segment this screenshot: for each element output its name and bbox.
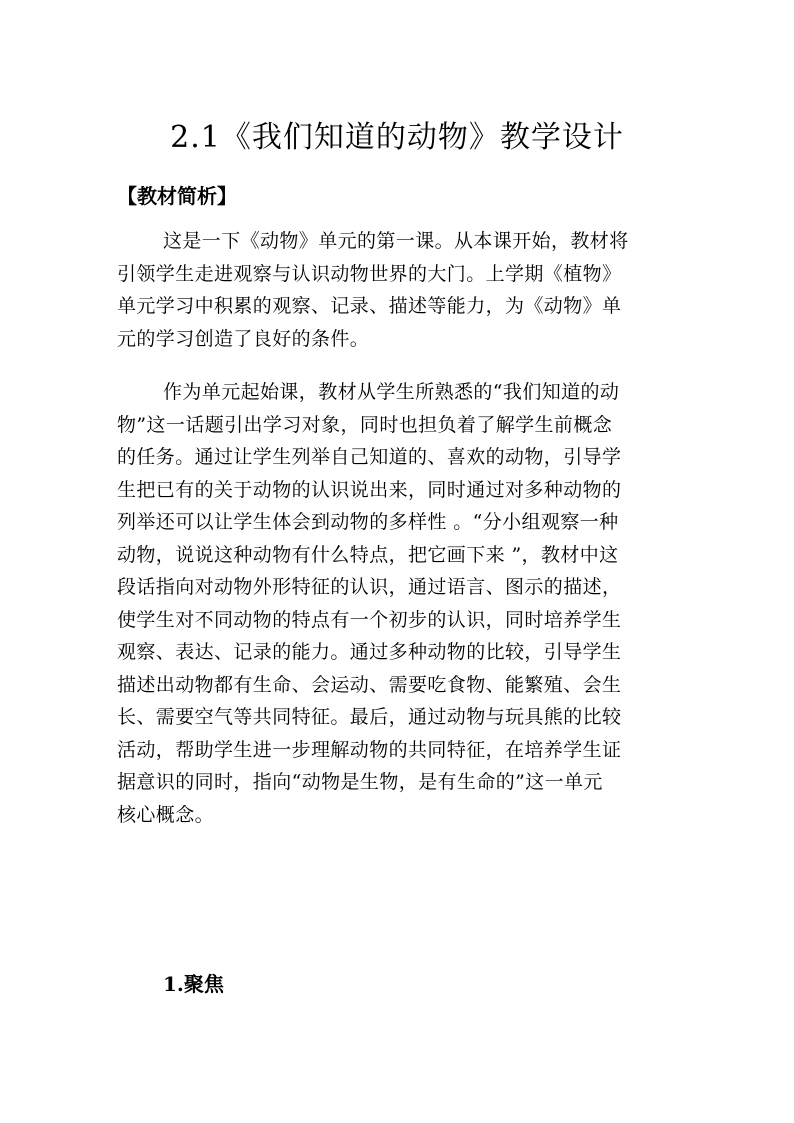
document-title: 2.1《我们知道的动物》教学设计: [170, 120, 624, 155]
paragraph-line: 单元学习中积累的观察、记录、描述等能力，为《动物》单: [117, 295, 622, 317]
paragraph-line: 据意识的同时，指向“动物是生物，是有生命的”这一单元: [117, 771, 603, 793]
paragraph-line: 活动，帮助学生进一步理解动物的共同特征，在培养学生证: [117, 738, 622, 761]
paragraph-line: 列举还可以让学生体会到动物的多样性 。“分小组观察一种: [117, 511, 619, 533]
paragraph-line: 引领学生走进观察与认识动物世界的大门。上学期《植物》: [117, 262, 622, 285]
paragraph-line: 作为单元起始课，教材从学生所熟悉的“我们知道的动: [163, 381, 620, 403]
paragraph-line: 观察、表达、记录的能力。通过多种动物的比较，引导学生: [117, 641, 622, 663]
paragraph-line: 描述出动物都有生命、会运动、需要吃食物、能繁殖、会生: [117, 673, 622, 696]
paragraph-line: 物”这一话题引出学习对象，同时也担负着了解学生前概念: [117, 413, 613, 436]
paragraph-line: 元的学习创造了良好的条件。: [117, 327, 370, 350]
sub-heading-focus: 1.聚焦: [163, 972, 224, 996]
paragraph-line: 段话指向对动物外形特征的认识，通过语言、图示的描述，: [117, 576, 622, 598]
paragraph-line: 的任务。通过让学生列举自己知道的、喜欢的动物，引导学: [117, 446, 622, 468]
paragraph-line: 使学生对不同动物的特点有一个初步的认识，同时培养学生: [117, 608, 622, 631]
paragraph-line: 生把已有的关于动物的认识说出来，同时通过对多种动物的: [117, 478, 622, 501]
paragraph-intro: [117, 225, 677, 355]
paragraph-line: 长、需要空气等共同特征。最后，通过动物与玩具熊的比较: [117, 706, 622, 728]
section-heading-textbook-analysis: 【教材简析】: [117, 184, 237, 208]
paragraph-unit-start: [117, 376, 677, 831]
paragraph-line: 动物，说说这种动物有什么特点，把它画下来 ”，教材中这: [117, 543, 619, 566]
paragraph-line: 这是一下《动物》单元的第一课。从本课开始，教材将: [163, 230, 629, 252]
paragraph-line: 核心概念。: [117, 803, 215, 826]
